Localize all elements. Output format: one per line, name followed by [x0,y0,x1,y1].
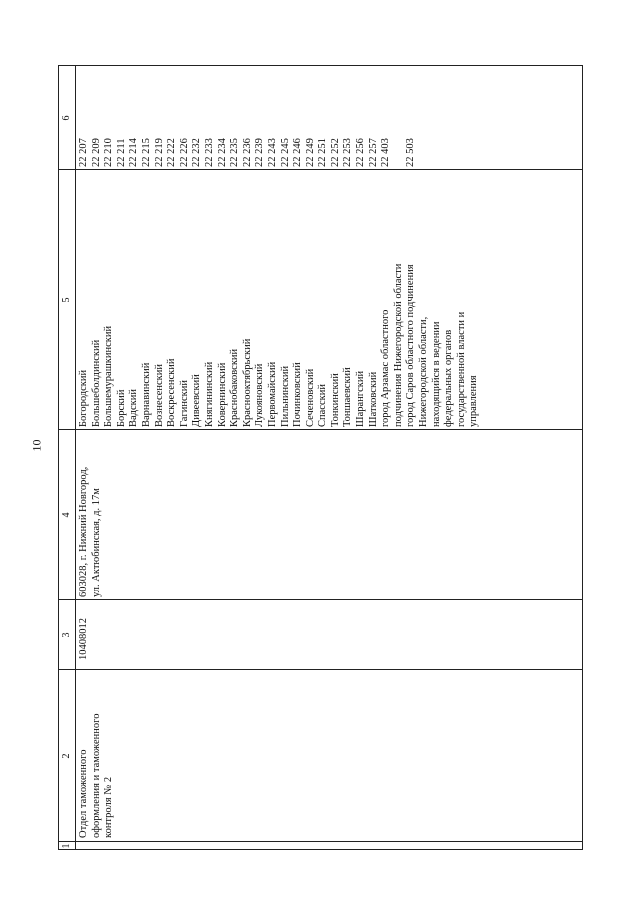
district-item: Краснобаковский [229,348,241,427]
code-cell [78,618,91,660]
district-item: Пильнинский [279,365,291,427]
code-item: 22 219 [153,138,165,167]
district-item: государственной власти и [455,311,467,427]
district-item: находящийся в ведении [430,321,442,427]
district-item: Тоншаевский [342,367,354,427]
header-col-3: 3 [61,632,72,638]
districts-list [78,264,481,427]
department-line: контроля № 2 [103,776,115,838]
district-item: Дивеевский [191,374,203,427]
district-item: Тонкинский [329,373,341,427]
code-item: 22 256 [355,138,367,167]
district-item: Большеболдинский [90,339,102,427]
page-number: 10 [29,439,44,452]
code-item: 22 249 [304,138,316,167]
code-item: 22 252 [329,138,341,167]
okato-codes-list [78,138,418,167]
district-item: город Арзамас областного [380,309,392,427]
district-item: Краснооктябрьский [241,338,253,427]
district-item: Большемурашкинский [103,325,115,427]
code-item [393,138,406,167]
code-item: 22 222 [166,138,178,167]
code-item: 22 211 [115,138,127,167]
code-item: 22 251 [317,138,329,167]
code-item: 22 503 [405,138,417,167]
code-item: 22 245 [279,138,291,167]
district-item: город Саров областного подчинения [405,264,417,427]
code-item: 22 233 [203,138,215,167]
code-item: 22 257 [367,138,379,167]
district-item: Спасский [317,384,329,427]
code-item: 22 403 [380,138,392,167]
address-line: ул. Актюбинская, д. 17м [90,488,102,597]
address-line: 603028, г. Нижний Новгород, [78,466,89,597]
code-item: 22 253 [342,138,354,167]
department-line: оформления и таможенного [90,713,102,838]
district-item: Шарангский [355,370,367,427]
district-item: Княгининский [203,361,215,427]
district-item: Воскресенский [166,358,178,427]
code-item: 22 214 [128,138,140,167]
code-item: 22 232 [191,138,203,167]
district-item: Богородский [78,369,89,427]
department-cell [78,714,116,838]
district-item: подчинения Нижегородской области [392,263,404,427]
district-item: Нижегородской области, [418,316,430,427]
header-col-1: 1 [61,843,72,849]
district-item: Варнавинский [140,362,152,427]
code-item: 22 234 [216,138,228,167]
district-item: управления [468,375,480,427]
code-item: 22 215 [140,138,152,167]
header-col-2: 2 [61,753,72,759]
header-col-5: 5 [61,297,72,303]
rotated-table [58,65,583,850]
code-item: 22 209 [90,138,102,167]
district-item: Починковский [292,362,304,427]
district-item: Шатковский [367,371,379,427]
code-item: 22 207 [78,138,89,167]
district-item: Ковернинский [216,362,228,427]
address-cell [78,467,103,597]
code-item: 22 226 [178,138,190,167]
district-item: Первомайский [266,361,278,427]
customs-code: 10408012 [78,618,89,660]
district-item: Гагинский [178,379,190,427]
district-item: федеральных органов [443,329,455,427]
district-item: Вадский [128,388,140,427]
code-item: 22 210 [103,138,115,167]
header-col-6: 6 [61,115,72,121]
code-item: 22 235 [229,138,241,167]
district-item: Вознесенский [153,363,165,427]
code-item: 22 243 [266,138,278,167]
code-item: 22 236 [241,138,253,167]
district-item: Лукояновский [254,363,266,427]
district-item: Сеченовский [304,368,316,427]
department-line: Отдел таможенного [78,749,89,838]
district-item: Борский [115,389,127,427]
code-item: 22 246 [292,138,304,167]
code-item: 22 239 [254,138,266,167]
header-col-4: 4 [61,512,72,518]
